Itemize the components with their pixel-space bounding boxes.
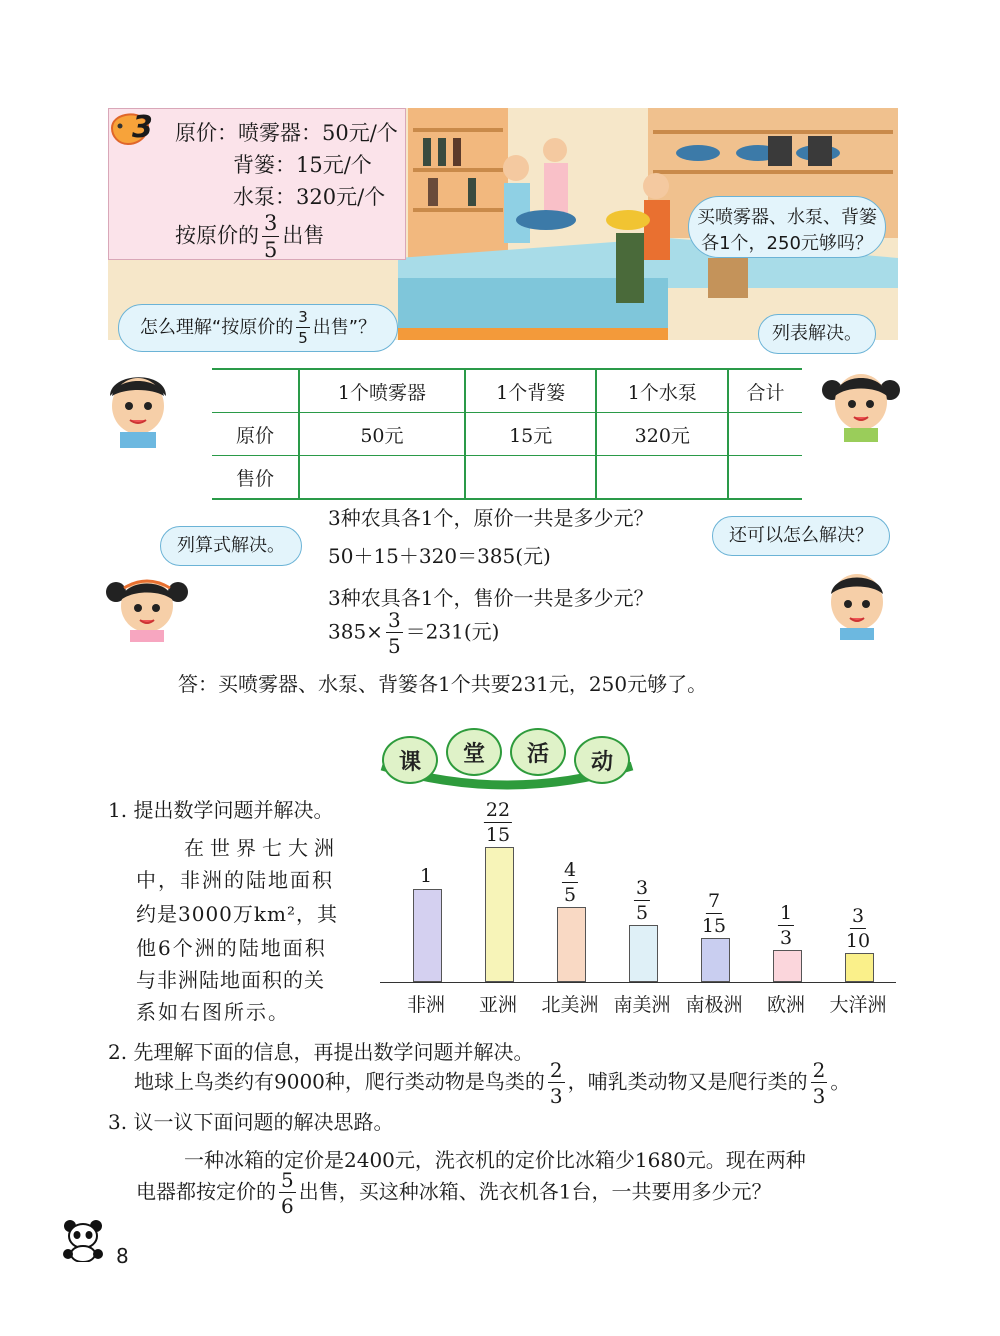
info-line-sprayer: 原价：喷雾器：50元/个 [175,121,398,145]
table-header-row [212,369,802,413]
exercise-1-text-line: 他6个洲的陆地面积 [136,936,327,960]
table-header-cell [212,369,299,413]
chart-category-label: 欧洲 [766,994,806,1016]
example-number: 3 [132,110,153,145]
table-header-cell: 1个水泵 [596,369,728,413]
panda-icon [58,1218,108,1262]
info-line-pump: 水泵：320元/个 [233,185,386,209]
banner-char: 活 [510,728,566,776]
exercise-2-text: 地球上鸟类约有9000种，爬行类动物是鸟类的 $\frac{2}{3}$ ，哺乳类动物又是爬行类的 $\frac{2}{3}$ 。 [134,1058,851,1108]
price-table [212,368,802,500]
chart-bar [413,889,442,982]
continent-area-chart [380,798,896,1030]
table-cell [596,456,728,500]
chart-bar [845,953,874,982]
table-row-label: 售价 [235,467,274,490]
example-number-badge [106,106,158,150]
table-header-cell: 合计 [728,369,802,413]
table-cell: 320元 [596,413,728,456]
table-row [212,413,802,456]
question-sale-total: 3种农具各1个，售价一共是多少元？ [328,586,654,610]
exercise-1-text-line: 中，非洲的陆地面积 [136,868,334,892]
answer-line: 答：买喷雾器、水泵、背篓各1个共要231元，250元够了。 [178,672,708,696]
chart-value-label: $\frac{4}{5}$ [563,859,577,907]
exercise-1-text-line: 系如右图所示。 [136,1000,290,1024]
exercise-1-text-line: 在世界七大洲 [184,836,340,860]
bubble-customer-line2: 各1个，250元够吗？ [701,233,873,254]
chart-bar [485,847,514,982]
info-line-basket: 背篓：15元/个 [233,153,372,177]
table-header-cell: 1个喷雾器 [299,369,465,413]
chart-category-label: 亚洲 [478,994,518,1016]
exercise-2-title: 2. 先理解下面的信息，再提出数学问题并解决。 [108,1040,534,1064]
info-line-ratio: 按原价的 $\frac{3}{5}$ 出售 [175,211,325,262]
table-cell [728,456,802,500]
other-way-speech-bubble: 还可以怎么解决？ [712,516,890,556]
girl-character-top [820,362,902,442]
exercise-1-text-line: 与非洲陆地面积的关 [136,968,325,992]
table-header-cell: 1个背篓 [465,369,597,413]
class-activity-banner [378,726,636,796]
exercise-3-line1: 一种冰箱的定价是2400元，洗衣机的定价比冰箱少1680元。现在两种 [184,1148,806,1172]
chart-value-label: $\frac{22}{15}$ [485,798,511,846]
chart-value-label: $\frac{1}{3}$ [779,901,793,949]
question-original-total: 3种农具各1个，原价一共是多少元？ [328,506,654,530]
understand-speech-bubble: 怎么理解“按原价的 $\frac{3}{5}$ 出售”？ [118,304,398,352]
banner-char: 堂 [446,728,502,776]
exercise-3-line2: 电器都按定价的 $\frac{5}{6}$ 出售，买这种冰箱、洗衣机各1台，一共要用多少元？ [136,1168,772,1218]
banner-char: 课 [382,736,438,784]
chart-bar [629,925,658,982]
boy-character-bottom [822,566,892,640]
table-speech-bubble: 列表解决。 [758,314,876,354]
page-number: 8 [116,1244,129,1268]
chart-category-label: 北美洲 [541,994,599,1016]
table-cell [465,456,597,500]
table-cell [299,456,465,500]
boy-character [102,366,174,448]
customer-speech-bubble [688,196,886,258]
equation-original-total: 50＋15＋320＝385(元) [328,544,551,568]
chart-category-label: 非洲 [406,994,446,1016]
formula-speech-bubble: 列算式解决。 [160,526,302,566]
chart-bar [557,907,586,982]
exercise-1-title: 1. 提出数学问题并解决。 [108,798,334,822]
table-row [212,456,802,500]
exercise-1-text-line: 约是3000万km²，其 [136,902,338,926]
chart-value-label: $\frac{3}{10}$ [845,904,871,952]
chart-category-label: 南极洲 [685,994,743,1016]
chart-category-label: 大洋洲 [829,994,887,1016]
girl-character-bottom [104,570,190,642]
chart-value-label: $\frac{3}{5}$ [635,877,649,925]
chart-value-label: 1 [419,865,433,887]
exercise-3-title: 3. 议一议下面问题的解决思路。 [108,1110,394,1134]
chart-category-label: 南美洲 [613,994,671,1016]
chart-bar [701,938,730,982]
bubble-customer-line1: 买喷雾器、水泵、背篓 [697,207,877,228]
chart-value-label: $\frac{7}{15}$ [701,889,727,937]
chart-bar [773,950,802,982]
table-cell: 15元 [465,413,597,456]
banner-char: 动 [574,736,630,784]
equation-sale-total: 385× $\frac{3}{5}$ ＝231(元) [328,608,500,658]
table-row-label: 原价 [235,424,274,447]
table-cell [728,413,802,456]
table-cell: 50元 [299,413,465,456]
